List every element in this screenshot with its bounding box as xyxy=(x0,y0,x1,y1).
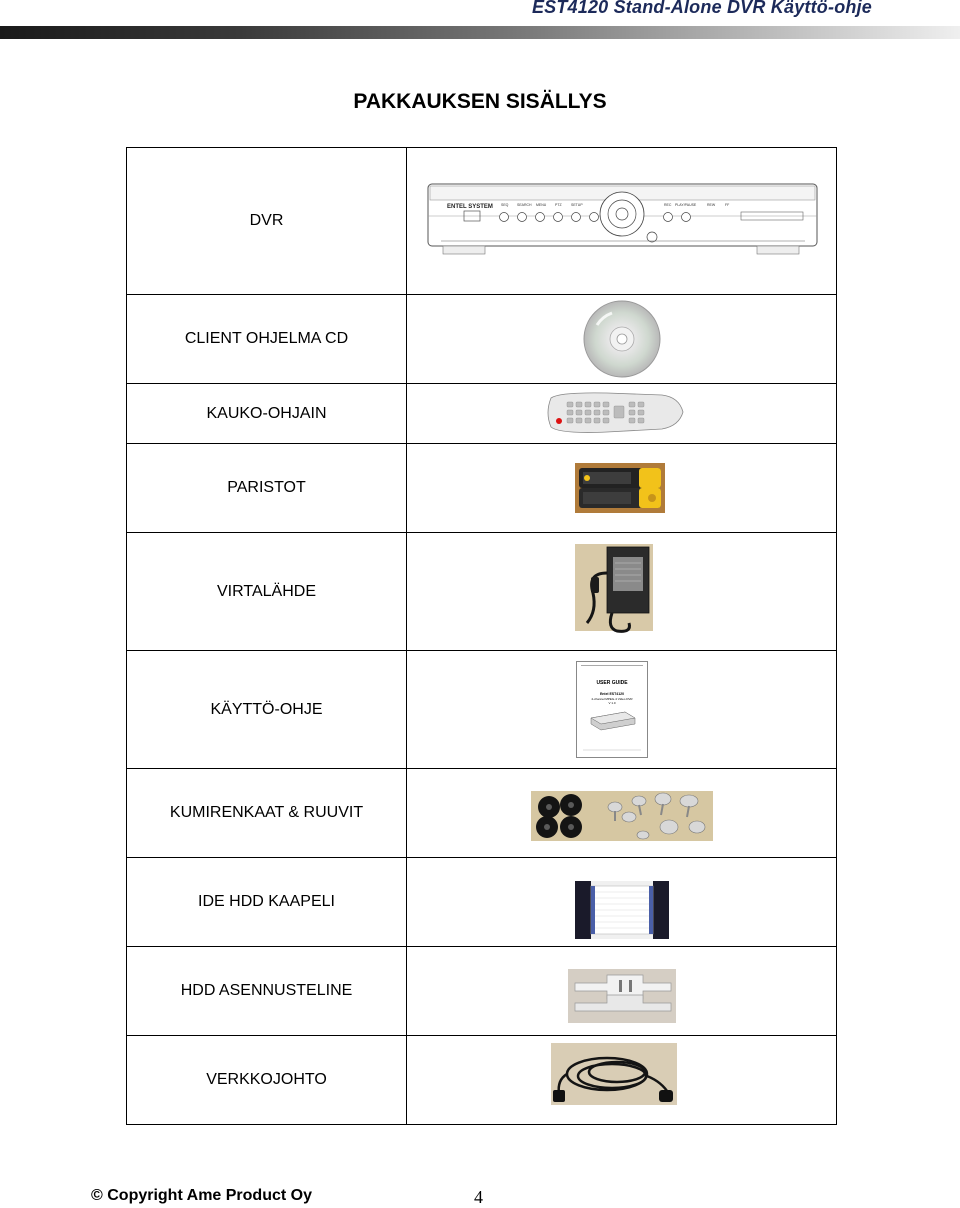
table-row xyxy=(127,1036,837,1125)
page-number: 4 xyxy=(474,1187,483,1207)
table-row xyxy=(127,769,837,858)
table-row xyxy=(127,148,837,295)
user-manual-image xyxy=(407,651,837,769)
batteries-image xyxy=(407,444,837,533)
item-label: CLIENT OHJELMA CD xyxy=(127,295,407,384)
manual-subtitle: 4-channel MPEG-4 Video DVR xyxy=(591,697,633,701)
remote-control-image xyxy=(407,384,837,444)
item-label: PARISTOT xyxy=(127,444,407,533)
manual-cover xyxy=(576,661,648,758)
header-gradient-bar xyxy=(0,26,960,39)
table-row xyxy=(127,533,837,651)
item-label: HDD ASENNUSTELINE xyxy=(127,947,407,1036)
svg-text:REW: REW xyxy=(707,203,716,207)
manual-title: USER GUIDE xyxy=(596,680,628,686)
dvr-brand: ENTEL SYSTEM xyxy=(447,204,493,210)
table-row xyxy=(127,858,837,947)
table-row xyxy=(127,444,837,533)
rubber-rings-screws-image xyxy=(407,769,837,858)
svg-text:SETUP: SETUP xyxy=(571,203,583,207)
dvr-image xyxy=(407,148,837,295)
svg-text:PLAY/PAUSE: PLAY/PAUSE xyxy=(675,203,697,207)
item-label: KÄYTTÖ-OHJE xyxy=(127,651,407,769)
table-row xyxy=(127,384,837,444)
package-contents-table xyxy=(126,147,837,1125)
svg-text:SEARCH: SEARCH xyxy=(517,203,532,207)
table-row xyxy=(127,651,837,769)
footer-copyright: © Copyright Ame Product Oy xyxy=(91,1187,312,1204)
svg-text:PTZ: PTZ xyxy=(555,203,562,207)
item-label: DVR xyxy=(127,148,407,295)
item-label: KAUKO-OHJAIN xyxy=(127,384,407,444)
power-cord-image xyxy=(407,1036,837,1125)
cd-image xyxy=(407,295,837,384)
table-row xyxy=(127,295,837,384)
item-label: VIRTALÄHDE xyxy=(127,533,407,651)
hdd-bracket-image xyxy=(407,947,837,1036)
item-label: VERKKOJOHTO xyxy=(127,1036,407,1125)
svg-text:SEQ: SEQ xyxy=(501,203,509,207)
document-header-title: EST4120 Stand-Alone DVR Käyttö-ohje xyxy=(531,0,872,17)
item-label: KUMIRENKAAT & RUUVIT xyxy=(127,769,407,858)
svg-text:FF: FF xyxy=(725,203,730,207)
item-label: IDE HDD KAAPELI xyxy=(127,858,407,947)
manual-version: V 1.0 xyxy=(608,701,616,705)
page-title: PAKKAUKSEN SISÄLLYS xyxy=(353,90,607,113)
ide-cable-image xyxy=(407,858,837,947)
manual-model: Entel EST4120 xyxy=(599,692,625,696)
table-row xyxy=(127,947,837,1036)
svg-text:REC: REC xyxy=(664,203,672,207)
svg-text:MENU: MENU xyxy=(536,203,547,207)
power-supply-image xyxy=(407,533,837,651)
